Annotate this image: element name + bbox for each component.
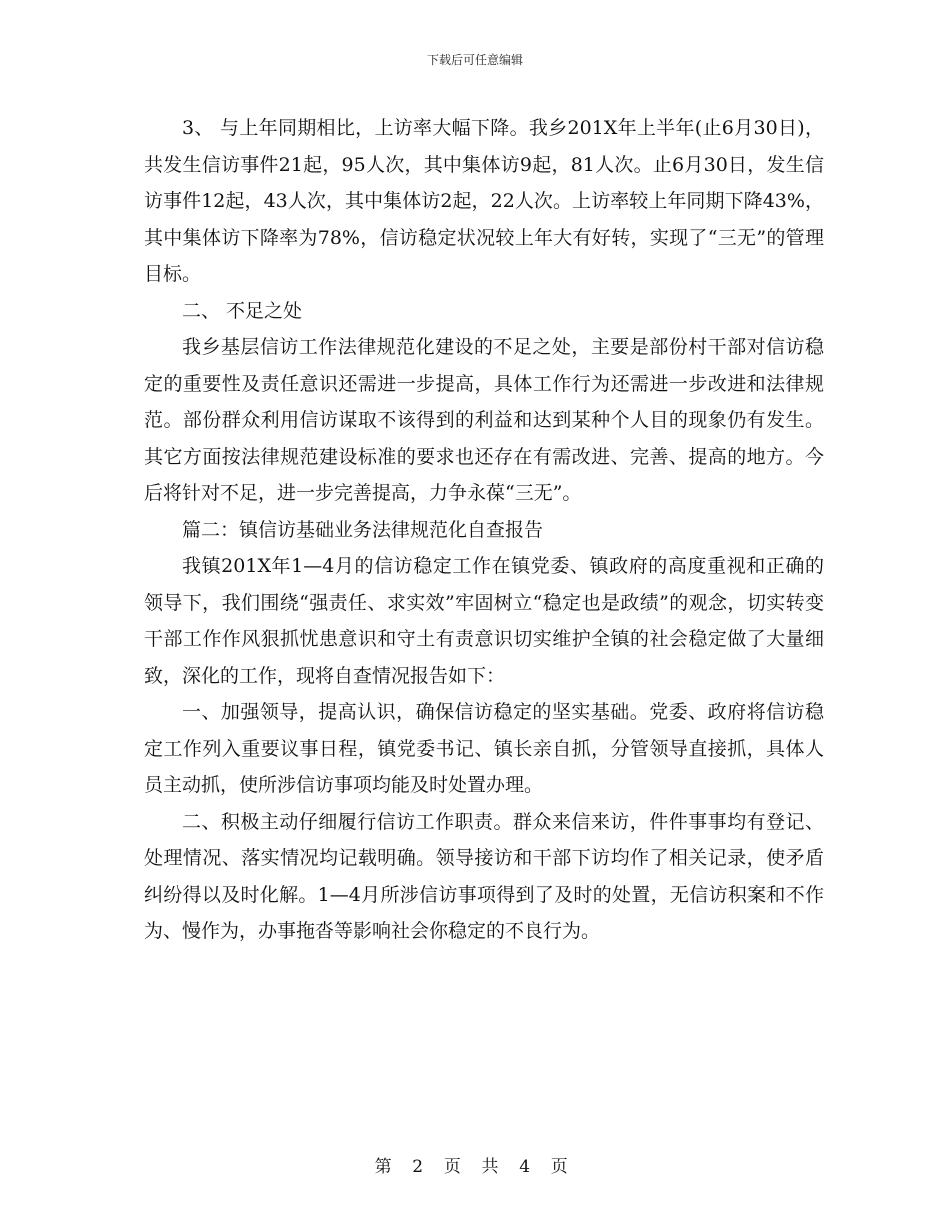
page-number: 第 2 页 共 4 页 xyxy=(374,1157,576,1177)
paragraph-decline-rate: 3、 与上年同期相比，上访率大幅下降。我乡201X年上半年(止6月30日)，共发生信访事件21起，95人次，其中集体访9起，81人次。止6月30日，发生信访事件12起，43人次，其中集体访2起，22人次。上访率较上年同期下降43%，其中集体访下降率为78%，信访稳定状况较上年大有好转，实现了“三无”的管理目标。 xyxy=(144,117,824,285)
page-header-note: 下载后可任意编辑 xyxy=(426,53,523,67)
paragraph-leadership: 一、加强领导，提高认识，确保信访稳定的坚实基础。党委、政府将信访稳定工作列入重要议事日程，镇党委书记、镇长亲自抓，分管领导直接抓，具体人员主动抓，使所涉信访事项均能及时处置办理。 xyxy=(144,701,824,796)
section-heading-shortcomings: 二、 不足之处 xyxy=(182,299,303,322)
section-heading-part-two: 篇二：镇信访基础业务法律规范化自查报告 xyxy=(182,518,544,541)
paragraph-report-intro: 我镇201X年1—4月的信访稳定工作在镇党委、镇政府的高度重视和正确的领导下，我们围绕“强责任、求实效”牢固树立“稳定也是政绩”的观念，切实转变干部工作作风狠抓忧患意识和守土有责意识切实维护全镇的社会稳定做了大量细致，深化的工作，现将自查情况报告如下： xyxy=(144,555,824,687)
document-body xyxy=(144,110,824,950)
paragraph-shortcomings: 我乡基层信访工作法律规范化建设的不足之处，主要是部份村干部对信访稳定的重要性及责任意识还需进一步提高，具体工作行为还需进一步改进和法律规范。部份群众利用信访谋取不该得到的利益和达到某种个人目的现象仍有发生。其它方面按法律规范建设标准的要求也还存在有需改进、完善、提高的地方。今后将针对不足，进一步完善提高，力争永葆“三无”。 xyxy=(144,336,824,504)
paragraph-duties: 二、积极主动仔细履行信访工作职责。群众来信来访，件件事事均有登记、处理情况、落实情况均记载明确。领导接访和干部下访均作了相关记录，使矛盾纠纷得以及时化解。1—4月所涉信访事项得到了及时的处置，无信访积案和不作为、慢作为，办事拖沓等影响社会你稳定的不良行为。 xyxy=(144,810,824,942)
